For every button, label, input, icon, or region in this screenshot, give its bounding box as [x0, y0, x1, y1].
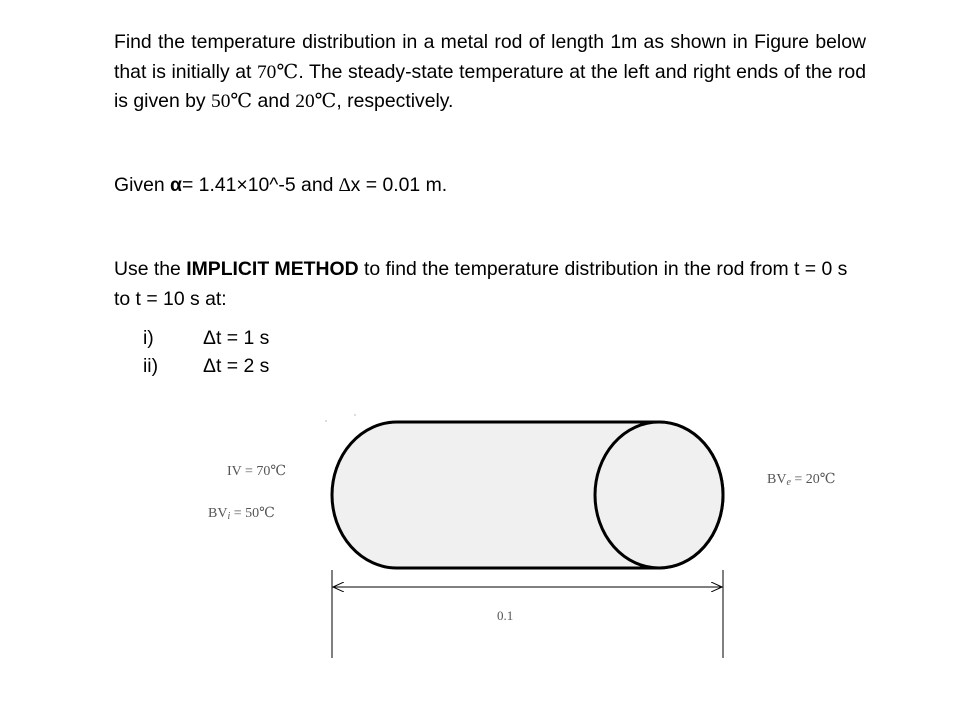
right-boundary-label — [767, 471, 835, 488]
use-prefix: Use the — [114, 258, 187, 280]
bve-suffix: = 20℃ — [790, 472, 836, 487]
list-item-text: Δt = 2 s — [203, 355, 270, 377]
intro-text-1: Find the temperature distribution in a metal rod of length 1m as shown in Figure below that is initially at — [114, 31, 866, 83]
rod-end-face — [595, 422, 723, 568]
length-label: 0.1 — [497, 608, 514, 623]
bvi-prefix: BV — [208, 506, 228, 521]
intro-text-4: , respectively. — [336, 90, 454, 112]
left-temp: 50℃ — [211, 91, 253, 112]
alpha-value: = 1.41×10^-5 and — [181, 174, 339, 196]
alpha-symbol: α — [170, 174, 182, 196]
dx-value: x = 0.01 m. — [350, 174, 448, 196]
left-boundary-label — [208, 505, 275, 522]
use-suffix: to find the temperature distribution in the rod from t = 0 s to t = 10 s at: — [114, 258, 848, 310]
list-item-number: i) — [143, 327, 154, 349]
initial-temp: 70℃ — [256, 61, 299, 83]
bve-subscript: e — [786, 477, 791, 488]
list-item-number: ii) — [143, 355, 159, 377]
intro-text-3: and — [252, 90, 296, 112]
method-name: IMPLICIT METHOD — [186, 258, 359, 280]
intro-text-2: . The steady-state temperature at the left and right ends of the rod is given by — [114, 60, 866, 112]
bvi-suffix: = 50℃ — [230, 506, 275, 521]
bve-prefix: BV — [767, 472, 787, 487]
right-temp: 20℃ — [295, 91, 337, 112]
speck-dot — [325, 420, 326, 421]
given-prefix: Given — [114, 174, 171, 196]
bvi-subscript: i — [227, 511, 231, 522]
delta-symbol: ∆ — [338, 175, 351, 196]
initial-value-label: IV = 70℃ — [227, 464, 287, 479]
list-item-text: Δt = 1 s — [203, 327, 270, 349]
speck-dot — [354, 414, 355, 415]
